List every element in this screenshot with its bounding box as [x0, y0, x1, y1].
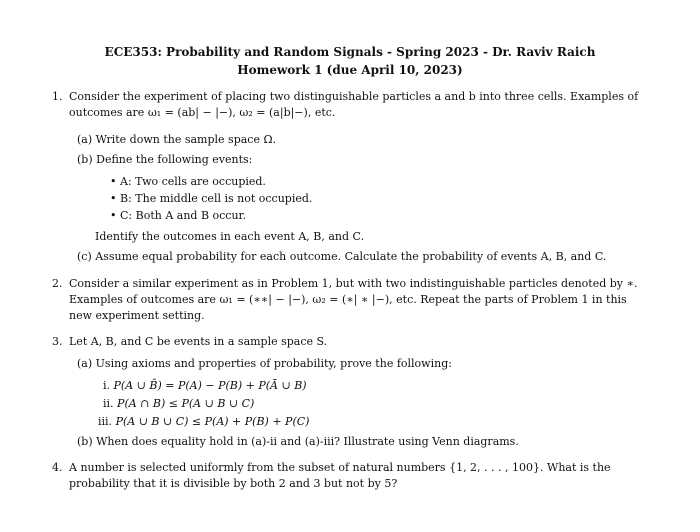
roman-item — [103, 378, 307, 394]
problem-number: 1. — [52, 90, 63, 103]
document-header — [0, 43, 700, 79]
problem-text: Consider a similar experiment as in Problem 1, but with two indistinguishable particles denoted by ∗. Examples of outcomes are ω₁ = (∗∗| − |−), ω₂ = (∗| ∗ |−), etc. Repeat the parts of Problem 1 in this new experiment setting. — [69, 277, 638, 322]
roman-item — [103, 396, 254, 412]
part-text: Using axioms and properties of probability, prove the following: — [95, 357, 452, 370]
problem-text: A number is selected uniformly from the subset of natural numbers {1, 2, . . . , 100}. What is the probability that it is divisible by both 2 and 3 but not by 5? — [69, 461, 611, 490]
part-text: When does equality hold in (a)-ii and (a)-iii? Illustrate using Venn diagrams. — [96, 435, 519, 448]
part-label-and-text — [77, 434, 637, 450]
bullet-item: • B: The middle cell is not occupied. — [110, 192, 313, 205]
part-label-and-text — [77, 132, 637, 148]
bullet-item: • C: Both A and B occur. — [110, 209, 247, 222]
roman-label: iii. — [98, 415, 113, 428]
part-label: (a) — [77, 357, 93, 370]
problem-2 — [52, 276, 642, 324]
roman-text: P(A ∪ B̄) = P(A) − P(B) + P(Ā ∪ B) — [113, 379, 307, 392]
part-text: Assume equal probability for each outcome. Calculate the probability of events A, B, and C. — [95, 250, 607, 263]
problem-4 — [52, 460, 642, 492]
roman-label: ii. — [103, 397, 114, 410]
bullet-item: • A: Two cells are occupied. — [110, 175, 266, 188]
part-label: (a) — [77, 133, 93, 146]
identify-text: Identify the outcomes in each event A, B, and C. — [95, 230, 365, 243]
part-label-and-text — [77, 152, 637, 168]
bullet-text: A: Two cells are occupied. — [120, 175, 266, 188]
part-text: Write down the sample space Ω. — [95, 133, 277, 146]
problem-number: 3. — [52, 335, 63, 348]
part-text: Define the following events: — [96, 153, 253, 166]
problem-3 — [52, 334, 642, 350]
header-title: ECE353: Probability and Random Signals - Spring 2023 - Dr. Raviv Raich — [104, 45, 596, 59]
problem-number: 2. — [52, 277, 63, 290]
problem-text: Consider the experiment of placing two distinguishable particles a and b into three cells. Examples of outcomes are ω₁ = (ab| − |−), ω₂ = (a|b|−), etc. — [69, 90, 639, 119]
part-label: (b) — [77, 153, 93, 166]
part-label: (c) — [77, 250, 92, 263]
roman-item — [98, 414, 309, 430]
roman-text: P(A ∪ B ∪ C) ≤ P(A) + P(B) + P(C) — [115, 415, 310, 428]
problem-text: Let A, B, and C be events in a sample space S. — [69, 335, 328, 348]
part-label: (b) — [77, 435, 93, 448]
roman-label: i. — [103, 379, 111, 392]
part-label-and-text — [77, 249, 637, 265]
bullet-text: B: The middle cell is not occupied. — [120, 192, 313, 205]
problem-1 — [52, 89, 642, 121]
bullet-text: C: Both A and B occur. — [120, 209, 247, 222]
problem-number: 4. — [52, 461, 63, 474]
part-label-and-text — [77, 356, 637, 372]
header-subtitle: Homework 1 (due April 10, 2023) — [237, 63, 463, 77]
roman-text: P(A ∩ B) ≤ P(A ∪ B ∪ C) — [117, 397, 255, 410]
